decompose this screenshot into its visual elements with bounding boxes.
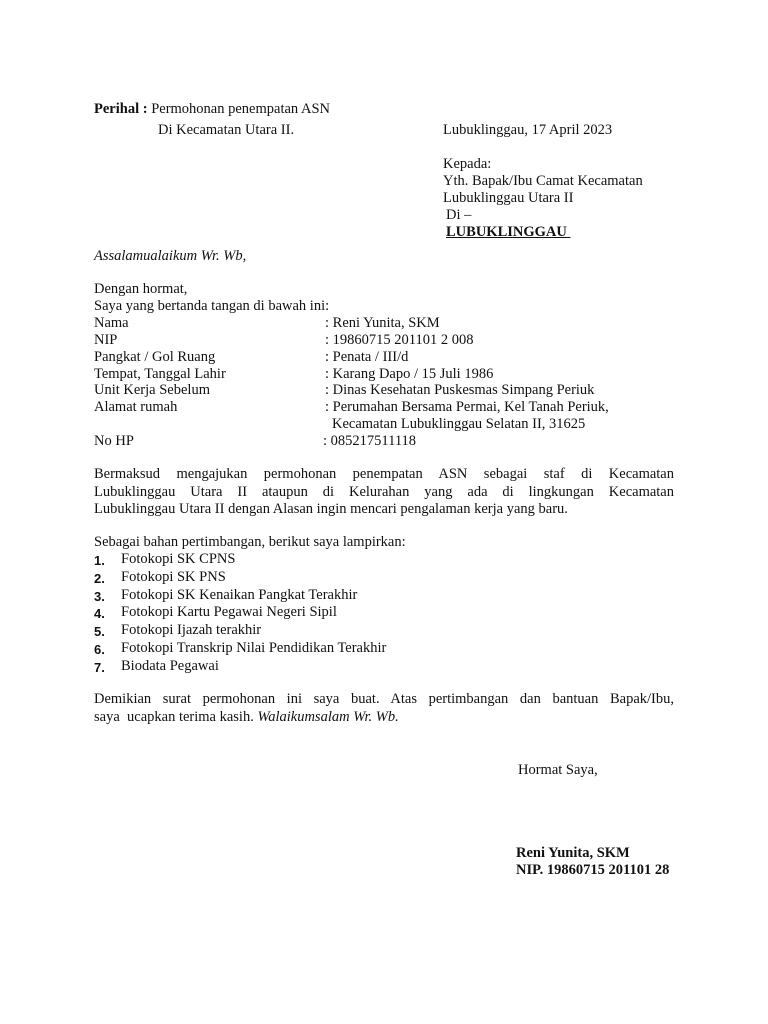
identity-label-rank: Pangkat / Gol Ruang (94, 349, 216, 365)
identity-label-birth: Tempat, Tanggal Lahir (94, 366, 226, 382)
recipient-di: Di – (446, 207, 472, 223)
recipient-kepada: Kepada: (443, 156, 492, 172)
recipient-line-2: Lubuklinggau Utara II (443, 190, 574, 206)
identity-label-address: Alamat rumah (94, 399, 178, 415)
recipient-city: LUBUKLINGGAU (446, 224, 571, 240)
identity-label-name: Nama (94, 315, 129, 331)
list-number: 2. (94, 571, 105, 586)
identity-value-workunit: : Dinas Kesehatan Puskesmas Simpang Periuk (325, 382, 595, 398)
list-number: 1. (94, 553, 105, 568)
body-line-3: Lubuklinggau Utara II dengan Alasan ingin mencari pengalaman kerja yang baru. (94, 501, 568, 517)
signature-nip: NIP. 19860715 201101 28 (516, 862, 670, 878)
identity-value-name: : Reni Yunita, SKM (325, 315, 440, 331)
identity-label-workunit: Unit Kerja Sebelum (94, 382, 210, 398)
list-item: Fotokopi Kartu Pegawai Negeri Sipil (121, 604, 337, 620)
list-item: Fotokopi SK CPNS (121, 551, 236, 567)
body-paragraph (94, 466, 674, 519)
list-item: Fotokopi SK PNS (121, 569, 226, 585)
opening-line-1: Dengan hormat, (94, 281, 188, 297)
closing-paragraph (94, 691, 674, 726)
identity-label-nip: NIP (94, 332, 118, 348)
place-date: Lubuklinggau, 17 April 2023 (443, 122, 613, 138)
recipient-line-1: Yth. Bapak/Ibu Camat Kecamatan (443, 173, 643, 189)
closing-line-1: Demikian surat permohonan ini saya buat. Atas pertimbangan dan bantuan Bapak/Ibu, (94, 691, 674, 707)
closing-line-2 (94, 709, 674, 727)
greeting: Assalamualaikum Wr. Wb, (94, 248, 247, 264)
body-line-2: Lubuklinggau Utara II ataupun di Kelurahan yang ada di lingkungan Kecamatan (94, 483, 674, 500)
closing-thanks: saya ucapkan terima kasih. (94, 708, 258, 725)
identity-value-birth: : Karang Dapo / 15 Juli 1986 (325, 366, 494, 382)
signature-name: Reni Yunita, SKM (516, 845, 630, 861)
list-number: 4. (94, 606, 105, 621)
list-item: Fotokopi Ijazah terakhir (121, 622, 262, 638)
list-number: 3. (94, 589, 105, 604)
opening-line-2: Saya yang bertanda tangan di bawah ini: (94, 298, 330, 314)
list-number: 7. (94, 660, 105, 675)
closing-salutation: Walaikumsalam Wr. Wb. (257, 708, 399, 725)
subject-line (94, 101, 330, 118)
list-item: Biodata Pegawai (121, 658, 219, 674)
list-item: Fotokopi SK Kenaikan Pangkat Terakhir (121, 587, 358, 603)
identity-label-phone: No HP (94, 433, 134, 449)
list-number: 5. (94, 624, 105, 639)
body-line-1: Bermaksud mengajukan permohonan penempatan ASN sebagai staf di Kecamatan (94, 466, 674, 482)
identity-value-phone: : 085217511118 (323, 433, 417, 449)
identity-value-nip: : 19860715 201101 2 008 (325, 332, 474, 348)
subject-text: Permohonan penempatan ASN (151, 101, 330, 117)
identity-value-address-cont: Kecamatan Lubuklinggau Selatan II, 31625 (332, 416, 586, 432)
list-item: Fotokopi Transkrip Nilai Pendidikan Terakhir (121, 640, 387, 656)
subject-text-continued: Di Kecamatan Utara II. (158, 122, 295, 138)
identity-value-address: : Perumahan Bersama Permai, Kel Tanah Periuk, (325, 399, 609, 415)
subject-label: Perihal : (94, 101, 148, 117)
attachments-intro: Sebagai bahan pertimbangan, berikut saya lampirkan: (94, 534, 406, 550)
list-number: 6. (94, 642, 105, 657)
identity-value-rank: : Penata / III/d (325, 349, 409, 365)
signature-hormat: Hormat Saya, (518, 762, 598, 778)
